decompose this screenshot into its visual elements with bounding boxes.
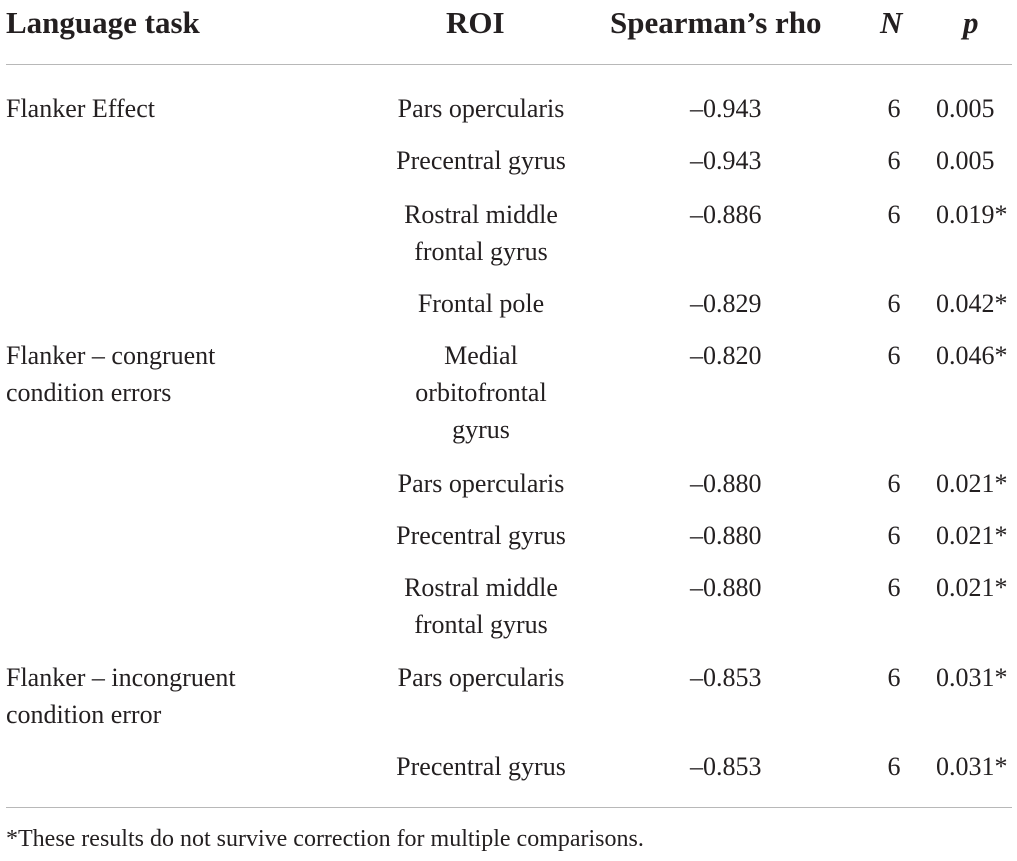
p-value-cell: 0.031* — [936, 752, 1008, 781]
table-footnote: *These results do not survive correction for multiple comparisons. — [6, 826, 644, 852]
header-roi: ROI — [446, 5, 505, 40]
p-value-cell: 0.031* — [936, 663, 1008, 692]
spearmans-rho-cell: –0.853 — [690, 663, 762, 692]
roi-cell: Pars opercularis — [397, 663, 565, 692]
spearmans-rho-cell: –0.880 — [690, 469, 762, 498]
language-task-cell: Flanker – incongruent condition error — [6, 663, 236, 729]
spearmans-rho-cell: –0.829 — [690, 289, 762, 318]
n-cell: 6 — [887, 94, 901, 123]
n-cell: 6 — [887, 289, 901, 318]
spearmans-rho-cell: –0.880 — [690, 573, 762, 602]
p-value-cell: 0.021* — [936, 469, 1008, 498]
header-rule — [6, 64, 1012, 65]
roi-cell: Pars opercularis — [397, 469, 565, 498]
n-cell: 6 — [887, 469, 901, 498]
roi-cell: Rostral middle frontal gyrus — [404, 200, 558, 266]
p-value-cell: 0.021* — [936, 521, 1008, 550]
n-cell: 6 — [887, 663, 901, 692]
header-spearmans-rho: Spearman’s rho — [610, 5, 822, 40]
roi-cell: Pars opercularis — [397, 94, 565, 123]
n-cell: 6 — [887, 573, 901, 602]
p-value-cell: 0.046* — [936, 341, 1008, 370]
roi-cell: Precentral gyrus — [396, 521, 566, 550]
spearmans-rho-cell: –0.886 — [690, 200, 762, 229]
header-language-task: Language task — [6, 5, 200, 40]
n-cell: 6 — [887, 752, 901, 781]
p-value-cell: 0.021* — [936, 573, 1008, 602]
header-n: N — [880, 5, 903, 40]
roi-cell: Medial orbitofrontal gyrus — [415, 341, 547, 444]
bottom-rule — [6, 807, 1012, 808]
roi-cell: Precentral gyrus — [396, 752, 566, 781]
n-cell: 6 — [887, 200, 901, 229]
spearmans-rho-cell: –0.943 — [690, 146, 762, 175]
p-value-cell: 0.005 — [936, 146, 995, 175]
roi-cell: Rostral middle frontal gyrus — [404, 573, 558, 639]
language-task-cell: Flanker – congruent condition errors — [6, 341, 216, 407]
n-cell: 6 — [887, 146, 901, 175]
p-value-cell: 0.042* — [936, 289, 1008, 318]
n-cell: 6 — [887, 521, 901, 550]
roi-cell: Precentral gyrus — [396, 146, 566, 175]
roi-cell: Frontal pole — [417, 289, 545, 318]
spearmans-rho-cell: –0.880 — [690, 521, 762, 550]
p-value-cell: 0.005 — [936, 94, 995, 123]
language-task-cell: Flanker Effect — [6, 94, 155, 123]
spearmans-rho-cell: –0.943 — [690, 94, 762, 123]
n-cell: 6 — [887, 341, 901, 370]
p-value-cell: 0.019* — [936, 200, 1008, 229]
header-p: p — [963, 5, 979, 40]
spearmans-rho-cell: –0.853 — [690, 752, 762, 781]
spearmans-rho-cell: –0.820 — [690, 341, 762, 370]
